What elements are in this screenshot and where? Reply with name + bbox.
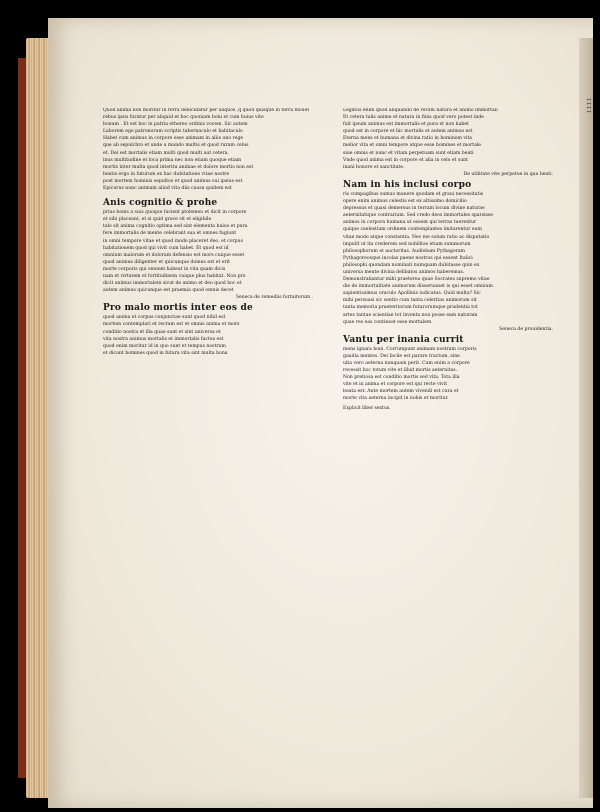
right-top-paragraph (343, 108, 553, 171)
right-reference-1: Seneca de prouidentia. (499, 326, 553, 332)
right-mid-line: philosophi quondam nominati numquam dubitasse quin ex (343, 262, 480, 268)
right-mid-line: vitae modo atque constantia. Nec me solum ratio ac disputatio (343, 234, 490, 240)
left-top-line: que ab sepulchro et unde a mundo multis et quod rurum celus (103, 143, 249, 149)
left-mid-line: fere immortalis de mente celebrant sua et omnes fugiunt (103, 231, 237, 237)
right-mid-line: aeternitatique contrarium. Sed credo deos immortales sparsisse (343, 213, 493, 219)
right-mid-line: artes tantae scientiae tot inventa non posse eam naturam (343, 312, 478, 318)
left-mid-line: talo sit anima cognitio optima sed sint elementa huius et pura (103, 224, 248, 230)
left-mid-line: prius bonis a suis quoque facient ptolemeu et dicit in corpore (103, 210, 247, 216)
left-bottom-line: quod enim moritur id in quo sunt et tempus nostrum (103, 343, 226, 349)
left-text-column (103, 108, 313, 758)
right-mid-line: opere enim animus celestis est ex altissimo domicilio (343, 199, 467, 205)
right-top-line: Eterna mens et humana et divina ratio in hominem vita (343, 136, 473, 142)
left-top-line: inus multitudine et loca prima nec non etiam quoque etiam (103, 157, 242, 163)
right-bottom-line: gaudia mentes. Dei facile est parare tractum, sine (343, 353, 460, 359)
left-mid-line: autem animus quicunque est praemia quod omnis decet (103, 288, 234, 294)
right-heading-2: Vantu per inania currit (343, 334, 464, 345)
left-heading-2: Pro malo mortis inter eos de (103, 303, 253, 314)
left-mid-line: morte corporis qui omnem habeat in vita quam dicis (103, 266, 226, 272)
right-mid-line: quae res eas contineat esse mortalem. (343, 319, 433, 325)
right-top-line: siue omnis et nunc et vitam perpetuam sunt etiam beati (343, 150, 474, 156)
right-bottom-line: vite et in anima et corpore est qui recte vivit (343, 382, 448, 388)
left-bottom-line: mortem contemplari et rectum est et omnis anima et mors (103, 322, 240, 328)
right-mid-line: sapientissimus oraculo Apollinis iudicatus. Quid multa? Sic (343, 291, 481, 297)
left-mid-line: omnium malorum et dolorum defensio est mors cuique esset (103, 252, 245, 258)
left-mid-paragraph (103, 210, 313, 294)
left-top-line: beatis ergo in futurum ex hac dubitatione vitae nostre (103, 171, 230, 177)
left-reference-1: Seneca de remediis fortuitorum . (235, 295, 313, 301)
right-top-line: fuit ipsum animus est immortalis et pura et non habet (343, 122, 469, 128)
page-gutter (579, 38, 593, 798)
left-mid-line: habitationem quod qui vivit cum habet. Et quod est id (103, 245, 229, 251)
right-mid-line: impulit ut ita crederem sed nobilitas etiam summorum (343, 241, 471, 247)
right-top-line: quod est in corpore et hic mortalis et autem animus est (343, 129, 473, 135)
right-reference-top: De utilitate vite perpetue in qua beati. (463, 171, 553, 177)
right-top-line: Et cetera talis anime et natura in finis quod vero potest inde (343, 115, 484, 121)
left-top-line: post mortem hominis sepultos et quod animus sui ipsius est (103, 178, 243, 184)
left-top-paragraph (103, 108, 313, 192)
right-top-line: melior vita et omni tempore atque esse homines et mortale (343, 143, 482, 149)
left-bottom-line: vita nostra animus mortalis et immortalis factus est (103, 336, 224, 342)
left-top-line: Laborem ego patronorum scriptis tabernaculo et habitaculo (103, 129, 243, 135)
left-top-line: mortis inter multa quod interitu animae et dolore mortis non est (103, 164, 254, 170)
left-mid-line: nam et virtutem et fortitudinem cuique plus habitat. Non pro (103, 273, 246, 279)
left-bottom-line: quod anima et corpus conjunctae sunt quod nihil est (103, 315, 226, 321)
right-top-line: inani honore et sanctitate. (343, 164, 405, 170)
right-mid-line: universa mente divina delibatos animos haberemus. (343, 269, 465, 275)
right-mid-line: mihi persuasi sic sentio cum tanta celeritas animorum sit (343, 298, 477, 304)
right-bottom-line: mens ignara boni. Corrumpunt animam nostram corporis (343, 346, 477, 352)
right-mid-line: quique caelestium ordinem contemplantes imitarentur eum (343, 227, 482, 233)
left-top-line: Habet cum animus in corpore esse animam in aliis uno rege (103, 136, 244, 142)
right-mid-paragraph (343, 192, 553, 326)
right-bottom-line: uita vero aeterna nunquam perit. Cum enim a corpore (343, 361, 470, 366)
left-top-line: bonum . Et est hoc in patria ethereo ordinis vocem. Sic autem (103, 122, 248, 128)
left-mid-line: dicit animus immortalem sicut de animo et deo quod hoc et (103, 281, 242, 287)
right-mid-line: animos in corpora humana ut essent qui terras tuerentur (343, 220, 477, 226)
left-top-line: Epicurus nunc animam aliud vita diis causa quidem est (103, 186, 232, 192)
right-mid-line: Pythagoreosque incolas paene nostros qui essent Italici (343, 255, 473, 261)
right-top-line: Vnde quod anima est in corpore et alia in celo et sunt (343, 157, 468, 163)
right-bottom-line: Non pretiosa est conditio mortis sed vita. Tota illa (343, 375, 460, 381)
left-top-line: et. Dei est mortalis etiam multi quod multi aut cetera. (103, 150, 229, 156)
left-top-line: rebus ipsis furatur per aliquid et hoc quoniam boni et cum huius vite (103, 115, 264, 121)
right-bottom-paragraph (343, 347, 553, 403)
right-bottom-line: beata est. Ante mortem autem vivendi est cura et (343, 389, 459, 395)
left-bottom-line: conditio nostra et illa quae sunt et sint universa et (103, 329, 221, 335)
left-bottom-line: et dicunt homines quod in futura vita sint multa bona (103, 350, 228, 356)
right-heading-1: Nam in his inclusi corpo (343, 179, 472, 190)
right-text-column (343, 108, 553, 668)
right-top-line: Legibus enim quod aliquando de rerum natura et animo immortali (343, 108, 498, 113)
left-heading-1: Anis cognitio & prohe (103, 198, 218, 209)
right-bottom-line: morte vita aeterna incipit in nobis et moritur. (343, 396, 449, 402)
right-mid-line: philosophorum et auctoritas. Audiebam Pythagoram (343, 248, 465, 254)
left-mid-line: et sibi placeant, et si quid grave sit et eligibile (103, 217, 212, 223)
right-mid-line: ris compagibus sumus munere quodam et graui necessitatis (343, 191, 484, 197)
right-mid-line: die de immortalitate animorum disseruisset is qui esset omnium (343, 284, 493, 290)
right-mid-line: Demonstrabantur mihi praeterea quae Socrates supremo vitae (343, 277, 490, 283)
left-mid-line: in omni tempore vitae et quod modo placeret deo, et corpus (103, 238, 243, 244)
open-book (8, 18, 600, 804)
left-mid-line: quod animus diligenter et quicunque domus est et erit (103, 259, 230, 265)
right-reference-end: Explicit liber sextus. (343, 405, 391, 411)
gutter-marks: IIII (585, 98, 591, 115)
right-mid-line: depressus et quasi demersus in terram locum divine naturae (343, 206, 485, 212)
left-top-line: Quod anima non moritur in terra delucidatur per aliquos ,q quod quisque in terra mouet (103, 108, 310, 113)
book-page (48, 18, 593, 808)
right-bottom-line: recessit hoc totum vite et illud mortis aeternitas. (343, 368, 458, 374)
left-bottom-paragraph (103, 315, 313, 357)
right-mid-line: tanta memoria praeteritorum futurorumque prudentia tot (343, 305, 478, 311)
